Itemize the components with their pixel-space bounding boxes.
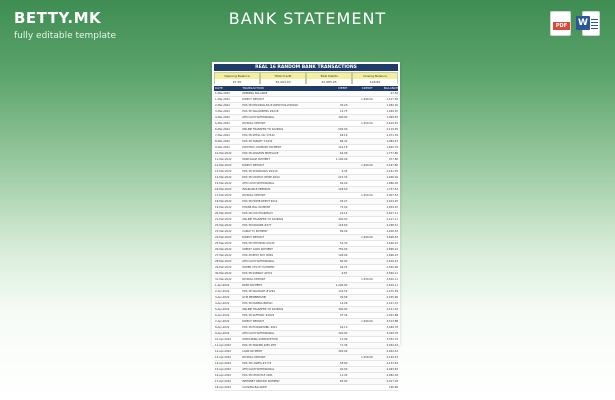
cell-credit: [347, 187, 372, 192]
transactions-table-body: [214, 91, 398, 391]
cell-balance: 2,119.55: [386, 128, 399, 131]
cell-date: 9-Apr-2022: [215, 332, 230, 335]
cell-debit: 400.00: [338, 218, 348, 221]
cell-date: 7-Mar-2022: [215, 134, 230, 137]
summary-value: 196.66: [353, 79, 397, 85]
cell-credit: [347, 211, 372, 216]
cell-debit: 1,200.00: [335, 284, 348, 287]
cell-date: 5-Apr-2022: [215, 308, 230, 311]
cell-date: 15-Mar-2022: [215, 182, 232, 185]
cell-debit: 215.33: [338, 176, 348, 179]
cell-transaction: ONLINE TRANSFER TO SAVINGS: [242, 218, 284, 221]
cell-debit: 199.99: [338, 254, 348, 257]
cell-transaction: PHONE BILL PAYMENT: [242, 206, 271, 209]
cell-debit: 39.99: [339, 296, 348, 299]
cell-balance: 1,842.79: [386, 146, 399, 149]
brand-logo[interactable]: BETTY.MK: [14, 9, 102, 27]
cell-debit: 89.99: [339, 230, 348, 233]
cell-debit: 97.44: [339, 314, 348, 317]
cell-balance: 2,914.25: [386, 200, 399, 203]
cell-date: 20-Mar-2022: [215, 212, 232, 215]
cell-balance: 2,421.32: [386, 302, 399, 305]
cell-debit: 14.28: [339, 302, 348, 305]
summary-value: 32,985.95: [307, 79, 351, 85]
cell-transaction: CLOSING BALANCE: [242, 386, 267, 389]
cell-date: 7-Apr-2022: [215, 320, 230, 323]
cell-credit: 1,490.00: [361, 98, 373, 101]
cell-date: 6-Apr-2022: [215, 314, 230, 317]
cell-balance: 2,616.23: [386, 260, 399, 263]
cell-debit: 11.45: [339, 374, 348, 377]
cell-balance: 3,513.88: [386, 320, 399, 323]
cell-credit: [347, 217, 372, 222]
summary-header: Opening Balance: [215, 73, 259, 79]
cell-transaction: CREDIT CARD PAYMENT: [242, 248, 273, 251]
cell-date: 13-Apr-2022: [215, 356, 232, 359]
cell-debit: 35.20: [339, 104, 348, 107]
cell-credit: [347, 349, 372, 354]
cell-debit: 64.99: [339, 152, 348, 155]
cell-date: 8-Mar-2022: [215, 140, 230, 143]
cell-credit: [347, 379, 372, 384]
cell-debit: 120.00: [338, 332, 348, 335]
cell-credit: 1,490.00: [361, 236, 373, 239]
cell-balance: 2,610.11: [386, 284, 399, 287]
cell-balance: 3,698.52: [386, 236, 399, 239]
cell-balance: 2,839.25: [386, 206, 399, 209]
cell-balance: 3,007.52: [386, 194, 399, 197]
cell-balance: 3,333.79: [386, 338, 399, 341]
cell-debit: 44.10: [339, 326, 348, 329]
cell-transaction: DIRECT DEPOSIT: [242, 98, 264, 101]
cell-debit: [322, 97, 347, 102]
cell-date: 5-Mar-2022: [215, 122, 230, 125]
cell-date: 29-Mar-2022: [215, 266, 232, 269]
cell-debit: 6.45: [341, 170, 348, 173]
cell-balance: 3,262.43: [386, 344, 399, 347]
cell-transaction: ATM CASH WITHDRAWAL: [242, 116, 275, 119]
cell-date: 11-Mar-2022: [215, 158, 232, 161]
cell-balance: 2,298.51: [386, 224, 399, 227]
cell-credit: [347, 301, 372, 306]
cell-date: 13-Mar-2022: [215, 170, 232, 173]
cell-transaction: ONLINE TRANSFER TO SAVINGS: [242, 308, 284, 311]
cell-debit: [322, 319, 347, 324]
cell-credit: [347, 109, 372, 114]
cell-date: 19-Mar-2022: [215, 206, 232, 209]
cell-transaction: POS 38 STARBUCKS #2210: [242, 170, 278, 173]
cell-transaction: POS 38 BEST BUY #881: [242, 254, 274, 257]
cell-balance: 2,896.22: [386, 248, 399, 251]
cell-balance: 2,023.88: [386, 314, 399, 317]
cell-transaction: CABLE TV PAYMENT: [242, 230, 268, 233]
cell-balance: 2,569.98: [386, 266, 399, 269]
cell-balance: 4,133.63: [386, 362, 399, 365]
cell-balance: 2,417.11: [386, 218, 399, 221]
cell-balance: 2,208.52: [386, 230, 399, 233]
cell-date: 31-Mar-2022: [215, 278, 232, 281]
cell-credit: [347, 175, 372, 180]
cell-date: 16-Apr-2022: [215, 374, 232, 377]
cell-transaction: POS 38 LOWES #1733: [242, 362, 272, 365]
cell-date: 10-Mar-2022: [215, 152, 232, 155]
cell-date: 30-Mar-2022: [215, 272, 232, 275]
cell-transaction: ONLINE TRANSFER TO SAVINGS: [242, 128, 284, 131]
cell-balance: 4,093.63: [386, 368, 399, 371]
cell-balance: 4,192.43: [386, 356, 399, 359]
cell-credit: [347, 289, 372, 294]
cell-debit: [322, 163, 347, 168]
cell-debit: 128.50: [338, 188, 348, 191]
cell-credit: [347, 103, 372, 108]
cell-debit: 93.27: [339, 200, 348, 203]
cell-balance: 196.66: [388, 386, 399, 389]
cell-transaction: DIRECT DEPOSIT: [242, 164, 264, 167]
cell-debit: 80.00: [339, 260, 348, 263]
cell-transaction: DIRECT DEPOSIT: [242, 236, 264, 239]
column-header-debit: DEBIT: [338, 86, 348, 90]
cell-date: 10-Apr-2022: [215, 338, 232, 341]
cell-transaction: PAYROLL DEPOSIT: [242, 356, 266, 359]
cell-transaction: POS 38 HOME DEPOT 6512: [242, 200, 278, 203]
cell-credit: 1,490.00: [361, 164, 373, 167]
cell-date: 18-Mar-2022: [215, 200, 232, 203]
column-header-credit: CREDIT: [361, 86, 373, 90]
cell-date: 26-Mar-2022: [215, 248, 232, 251]
cell-transaction: POS 38 EXXONMOBIL 9921: [242, 326, 278, 329]
cell-debit: [322, 277, 347, 282]
cell-transaction: POS 38 PANERA BREAD: [242, 302, 273, 305]
cell-balance: 1,369.55: [386, 116, 399, 119]
cell-debit: 12.75: [339, 110, 348, 113]
cell-date: 17-Mar-2022: [215, 194, 232, 197]
cell-date: 28-Mar-2022: [215, 260, 232, 263]
cell-balance: 1,469.55: [386, 110, 399, 113]
cell-credit: [347, 169, 372, 174]
cell-debit: [322, 355, 347, 360]
cell-debit: [322, 235, 347, 240]
word-line: [591, 22, 598, 23]
cell-date: 1-Mar-2022: [215, 92, 230, 95]
cell-credit: [347, 127, 372, 132]
summary-header: Closing Balance: [353, 73, 397, 79]
cell-credit: [347, 385, 372, 390]
cell-balance: 2,560.11: [386, 272, 399, 275]
pdf-label: PDF: [553, 22, 570, 30]
cell-transaction: ATM CASH WITHDRAWAL: [242, 260, 275, 263]
summary-value: 32,993.93: [261, 79, 305, 85]
cell-date: 2-Mar-2022: [215, 104, 230, 107]
cell-debit: 15.99: [339, 338, 348, 341]
cell-date: 16-Mar-2022: [215, 188, 232, 191]
cell-debit: 46.25: [339, 266, 348, 269]
summary-value: 27.50: [215, 79, 259, 85]
cell-date: 2-Apr-2022: [215, 290, 230, 293]
cell-date: 21-Mar-2022: [215, 218, 232, 221]
cell-transaction: POS 38 KROGER #377: [242, 224, 272, 227]
cell-transaction: DIRECT DEPOSIT: [242, 320, 264, 323]
cell-debit: [322, 121, 347, 126]
cell-debit: 48.16: [339, 134, 348, 137]
word-line: [591, 25, 598, 26]
cell-balance: 4,082.18: [386, 374, 399, 377]
cell-balance: 2,167.80: [386, 164, 399, 167]
cell-transaction: ELECTRIC COMPANY PAYMENT: [242, 146, 282, 149]
cell-debit: 75.00: [339, 206, 348, 209]
cell-date: 14-Mar-2022: [215, 176, 232, 179]
statement-summary: [214, 72, 398, 84]
column-header-balance: BALANCE: [383, 86, 399, 90]
summary-cell: [352, 72, 398, 84]
cell-debit: 320.00: [338, 350, 348, 353]
cell-credit: 1,490.00: [361, 320, 373, 323]
cell-transaction: OPENING BALANCE: [242, 92, 268, 95]
cell-debit: 142.18: [338, 146, 348, 149]
cell-transaction: ATM CASH WITHDRAWAL: [242, 368, 275, 371]
cell-balance: 2,435.60: [386, 296, 399, 299]
cell-debit: 65.00: [339, 380, 348, 383]
cell-date: 4-Mar-2022: [215, 116, 230, 119]
cell-credit: [347, 307, 372, 312]
cell-balance: 1,517.50: [386, 98, 399, 101]
cell-transaction: PAYROLL DEPOSIT: [242, 278, 266, 281]
cell-credit: [347, 265, 372, 270]
cell-balance: 1,777.80: [386, 152, 399, 155]
table-row: [214, 385, 398, 391]
pdf-file-icon[interactable]: [550, 11, 571, 36]
cell-date: 23-Mar-2022: [215, 230, 232, 233]
cell-credit: [347, 343, 372, 348]
cell-date: 3-Mar-2022: [215, 110, 230, 113]
cell-transaction: ATM CASH WITHDRAWAL: [242, 182, 275, 185]
cell-transaction: WATER UTILITY PAYMENT: [242, 266, 275, 269]
cell-credit: [347, 253, 372, 258]
cell-transaction: POS 38 WALGREENS #4218: [242, 110, 279, 113]
cell-date: 3-Apr-2022: [215, 296, 230, 299]
cell-transaction: ATM CASH WITHDRAWAL: [242, 332, 275, 335]
cell-transaction: MORTGAGE PAYMENT: [242, 158, 270, 161]
cell-date: 8-Apr-2022: [215, 326, 230, 329]
summary-cell: [306, 72, 352, 84]
cell-transaction: POS 38 CHIPOTLE 2281: [242, 374, 273, 377]
cell-credit: [347, 133, 372, 138]
cell-date: 11-Apr-2022: [215, 344, 232, 347]
cell-balance: 27.50: [390, 92, 399, 95]
cell-credit: [347, 199, 372, 204]
cell-credit: [347, 259, 372, 264]
cell-transaction: POS 38 COSTCO WHSE #412: [242, 176, 280, 179]
cell-transaction: POS 38 CHEVRON 20145: [242, 242, 275, 245]
cell-credit: [347, 361, 372, 366]
cell-credit: 1,250.00: [361, 194, 373, 197]
brand-tagline: fully editable template: [14, 31, 117, 41]
cell-credit: [347, 283, 372, 288]
cell-credit: [347, 367, 372, 372]
cell-credit: [347, 271, 372, 276]
cell-credit: [347, 181, 372, 186]
cell-credit: [347, 325, 372, 330]
cell-date: 18-Apr-2022: [215, 386, 232, 389]
cell-debit: [322, 193, 347, 198]
cell-transaction: LOAN PAYMENT: [242, 350, 263, 353]
cell-date: 17-Apr-2022: [215, 380, 232, 383]
summary-cell: [214, 72, 260, 84]
cell-debit: 9.87: [341, 272, 348, 275]
cell-transaction: INSURANCE PREMIUM: [242, 188, 271, 191]
cell-credit: [347, 151, 372, 156]
cell-credit: [347, 241, 372, 246]
cell-debit: 100.00: [338, 116, 348, 119]
cell-transaction: GYM MEMBERSHIP: [242, 296, 267, 299]
cell-balance: 1,482.30: [386, 104, 399, 107]
cell-debit: 118.60: [338, 224, 348, 227]
cell-credit: [347, 91, 372, 96]
cell-debit: 500.00: [338, 128, 348, 131]
cell-balance: 1,946.02: [386, 176, 399, 179]
cell-debit: [322, 91, 347, 96]
summary-header: Total Credit: [261, 73, 305, 79]
cell-credit: [347, 205, 372, 210]
cell-debit: 58.80: [339, 362, 348, 365]
cell-credit: [347, 229, 372, 234]
cell-debit: 60.00: [339, 182, 348, 185]
cell-transaction: POS 38 WALMART #1294: [242, 290, 275, 293]
cell-credit: [347, 139, 372, 144]
cell-date: 1-Apr-2022: [215, 284, 230, 287]
cell-debit: 300.00: [338, 308, 348, 311]
cell-date: 1-Mar-2022: [215, 98, 230, 101]
cell-transaction: POS 38 CVS PHARMACY: [242, 212, 273, 215]
column-header-transaction: TRANSACTION: [242, 86, 264, 90]
cell-date: 12-Mar-2022: [215, 164, 232, 167]
cell-balance: 2,619.55: [386, 122, 399, 125]
cell-transaction: POS 38 SHELL OIL 57442: [242, 134, 275, 137]
cell-debit: 22.14: [339, 212, 348, 215]
cell-date: 24-Mar-2022: [215, 236, 232, 239]
cell-transaction: POS 38 TARGET T-1932: [242, 140, 273, 143]
cell-credit: 1,250.00: [361, 278, 373, 281]
cell-transaction: INTERNET SERVICE PAYMENT: [242, 380, 280, 383]
summary-cell: [260, 72, 306, 84]
cell-balance: 1,757.52: [386, 188, 399, 191]
page-title: BANK STATEMENT: [228, 9, 387, 28]
cell-debit: 1,100.00: [335, 158, 348, 161]
cell-date: 15-Apr-2022: [215, 368, 232, 371]
cell-balance: 2,121.32: [386, 308, 399, 311]
cell-balance: 1,984.97: [386, 140, 399, 143]
cell-balance: 4,017.18: [386, 380, 399, 383]
cell-debit: 750.00: [338, 248, 348, 251]
cell-date: 14-Apr-2022: [215, 362, 232, 365]
word-line: [591, 28, 598, 29]
cell-transaction: STREAMING SUBSCRIPTION: [242, 338, 278, 341]
cell-balance: 2,817.11: [386, 212, 399, 215]
cell-balance: 3,469.78: [386, 326, 399, 329]
cell-credit: [347, 223, 372, 228]
cell-date: 22-Mar-2022: [215, 224, 232, 227]
word-badge: W: [576, 16, 590, 30]
summary-header: Total Debits: [307, 73, 351, 79]
cell-credit: [347, 157, 372, 162]
cell-credit: 1,250.00: [361, 356, 373, 359]
cell-balance: 1,886.02: [386, 182, 399, 185]
cell-credit: [347, 247, 372, 252]
cell-credit: [347, 337, 372, 342]
cell-transaction: PAYROLL DEPOSIT: [242, 122, 266, 125]
cell-debit: 40.00: [339, 368, 348, 371]
cell-transaction: POS 38 AMAZON MKTPLACE: [242, 152, 279, 155]
cell-date: 25-Mar-2022: [215, 242, 232, 245]
cell-balance: 2,161.35: [386, 170, 399, 173]
cell-balance: 3,646.22: [386, 242, 399, 245]
cell-transaction: RENT PAYMENT: [242, 284, 263, 287]
cell-credit: [347, 373, 372, 378]
cell-balance: 3,810.11: [386, 278, 399, 281]
cell-credit: [347, 313, 372, 318]
cell-credit: [347, 115, 372, 120]
cell-credit: 1,250.00: [361, 122, 373, 125]
cell-transaction: PAYROLL DEPOSIT: [242, 194, 266, 197]
cell-credit: [347, 331, 372, 336]
cell-debit: 52.30: [339, 242, 348, 245]
cell-credit: [347, 145, 372, 150]
cell-credit: [347, 295, 372, 300]
cell-date: 27-Mar-2022: [215, 254, 232, 257]
cell-transaction: POS 38 SAFEWAY #1822: [242, 314, 275, 317]
cell-date: 4-Apr-2022: [215, 302, 230, 305]
cell-transaction: POS 38 MCDONALDS #10580 HOLLYWOOD: [242, 104, 299, 107]
cell-debit: [322, 385, 347, 390]
statement-title: REAL 16 RANDOM BANK TRANSACTIONS: [214, 64, 398, 71]
cell-debit: 134.52: [338, 290, 348, 293]
cell-balance: 677.80: [388, 158, 399, 161]
cell-debit: 86.42: [339, 140, 348, 143]
cell-balance: 3,349.78: [386, 332, 399, 335]
word-line: [591, 19, 598, 20]
word-file-icon[interactable]: [576, 11, 602, 36]
cell-balance: 2,475.59: [386, 290, 399, 293]
cell-balance: 2,942.43: [386, 350, 399, 353]
cell-debit: 71.36: [339, 344, 348, 347]
statement-document-preview[interactable]: [212, 62, 400, 389]
cell-balance: 2,696.23: [386, 254, 399, 257]
cell-date: 12-Apr-2022: [215, 350, 232, 353]
cell-transaction: POS 38 TRADER JOES #55: [242, 344, 277, 347]
cell-transaction: POS 38 SUBWAY 40721: [242, 272, 273, 275]
cell-balance: 2,071.39: [386, 134, 399, 137]
cell-date: 9-Mar-2022: [215, 146, 230, 149]
cell-date: 6-Mar-2022: [215, 128, 230, 131]
column-header-date: DATE: [215, 86, 223, 90]
